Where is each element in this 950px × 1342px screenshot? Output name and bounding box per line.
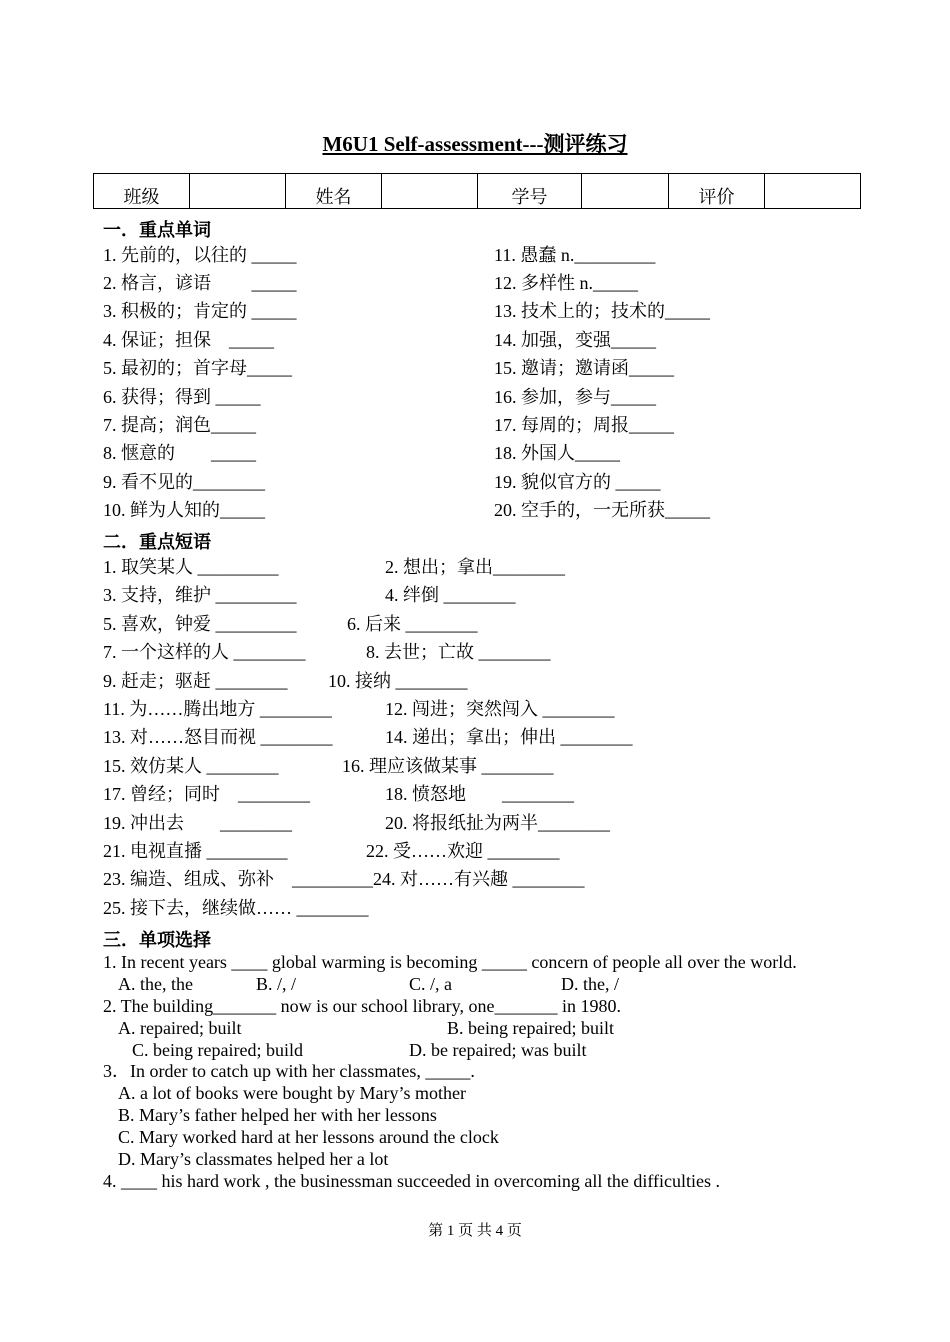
evaluation-field[interactable] — [765, 174, 861, 209]
phrase-item: 16. 理应该做某事 ________ — [342, 756, 554, 776]
word-item: 18. 外国人_____ — [494, 443, 620, 463]
class-field[interactable] — [190, 174, 286, 209]
name-label: 姓名 — [286, 174, 382, 209]
question-option: B. /, / — [256, 974, 297, 994]
evaluation-label: 评价 — [669, 174, 765, 209]
word-item: 1. 先前的，以往的 _____ — [103, 245, 297, 265]
word-item: 16. 参加，参与_____ — [494, 387, 656, 407]
phrase-item: 20. 将报纸扯为两半________ — [385, 813, 610, 833]
phrase-item: 23. 编造、组成、弥补 _________24. 对……有兴趣 ________ — [103, 869, 585, 889]
word-item: 5. 最初的；首字母_____ — [103, 358, 292, 378]
phrase-item: 8. 去世；亡故 ________ — [366, 642, 551, 662]
section-heading-words: 一．重点单词 — [103, 220, 211, 241]
question-option: A. the, the — [118, 974, 193, 994]
word-item: 4. 保证；担保 _____ — [103, 330, 274, 350]
class-label: 班级 — [94, 174, 190, 209]
phrase-item: 18. 愤怒地 ________ — [385, 784, 574, 804]
phrase-item: 17. 曾经；同时 ________ — [103, 784, 310, 804]
word-item: 8. 惬意的 _____ — [103, 443, 256, 463]
word-item: 10. 鲜为人知的_____ — [103, 500, 265, 520]
phrase-item: 7. 一个这样的人 ________ — [103, 642, 306, 662]
phrase-item: 10. 接纳 ________ — [328, 671, 468, 691]
word-item: 2. 格言，谚语 _____ — [103, 273, 297, 293]
question-stem: 4. ____ his hard work , the businessman succeeded in overcoming all the difficulties . — [103, 1171, 721, 1191]
student-id-field[interactable] — [582, 174, 669, 209]
phrase-item: 12. 闯进；突然闯入 ________ — [385, 699, 615, 719]
word-item: 11. 愚蠢 n._________ — [494, 245, 656, 265]
phrase-item: 13. 对……怒目而视 ________ — [103, 727, 333, 747]
phrase-item: 15. 效仿某人 ________ — [103, 756, 279, 776]
word-item: 19. 貌似官方的 _____ — [494, 472, 661, 492]
question-stem: 3．In order to catch up with her classmates, _____. — [103, 1061, 475, 1081]
name-field[interactable] — [382, 174, 478, 209]
section-heading-phrases: 二．重点短语 — [103, 532, 211, 553]
word-item: 7. 提高；润色_____ — [103, 415, 256, 435]
question-option: D. Mary’s classmates helped her a lot — [118, 1149, 389, 1169]
student-info-table — [93, 173, 861, 209]
question-option: C. /, a — [409, 974, 452, 994]
phrase-item: 11. 为……腾出地方 ________ — [103, 699, 332, 719]
question-stem: 1. In recent years ____ global warming is becoming _____ concern of people all over the world. — [103, 952, 797, 972]
phrase-item: 4. 绊倒 ________ — [385, 585, 516, 605]
word-item: 20. 空手的，一无所获_____ — [494, 500, 710, 520]
question-option: B. Mary’s father helped her with her lessons — [118, 1105, 437, 1125]
question-option: C. being repaired; build — [132, 1040, 303, 1060]
section-heading-choice: 三．单项选择 — [103, 930, 211, 951]
word-item: 12. 多样性 n._____ — [494, 273, 638, 293]
phrase-item: 14. 递出；拿出；伸出 ________ — [385, 727, 633, 747]
page-footer: 第 1 页 共 4 页 — [428, 1223, 522, 1239]
phrase-item: 9. 赶走；驱赶 ________ — [103, 671, 288, 691]
phrase-item: 2. 想出；拿出________ — [385, 557, 565, 577]
word-item: 15. 邀请；邀请函_____ — [494, 358, 674, 378]
phrase-item: 22. 受……欢迎 ________ — [366, 841, 560, 861]
phrase-item: 6. 后来 ________ — [347, 614, 478, 634]
word-item: 6. 获得；得到 _____ — [103, 387, 261, 407]
word-item: 17. 每周的；周报_____ — [494, 415, 674, 435]
question-option: D. be repaired; was built — [409, 1040, 587, 1060]
phrase-item: 25. 接下去，继续做…… ________ — [103, 898, 369, 918]
student-id-label: 学号 — [478, 174, 582, 209]
page-title: M6U1 Self-assessment---测评练习 — [322, 132, 628, 156]
phrase-item: 21. 电视直播 _________ — [103, 841, 288, 861]
word-item: 14. 加强，变强_____ — [494, 330, 656, 350]
phrase-item: 3. 支持，维护 _________ — [103, 585, 297, 605]
phrase-item: 5. 喜欢，钟爱 _________ — [103, 614, 297, 634]
question-option: A. repaired; built — [118, 1018, 242, 1038]
word-item: 13. 技术上的；技术的_____ — [494, 301, 710, 321]
question-option: C. Mary worked hard at her lessons around the clock — [118, 1127, 499, 1147]
phrase-item: 1. 取笑某人 _________ — [103, 557, 279, 577]
question-stem: 2. The building_______ now is our school library, one_______ in 1980. — [103, 996, 621, 1016]
word-item: 9. 看不见的________ — [103, 472, 265, 492]
word-item: 3. 积极的；肯定的 _____ — [103, 301, 297, 321]
question-option: D. the, / — [561, 974, 619, 994]
question-option: B. being repaired; built — [447, 1018, 614, 1038]
question-option: A. a lot of books were bought by Mary’s mother — [118, 1083, 466, 1103]
phrase-item: 19. 冲出去 ________ — [103, 813, 292, 833]
